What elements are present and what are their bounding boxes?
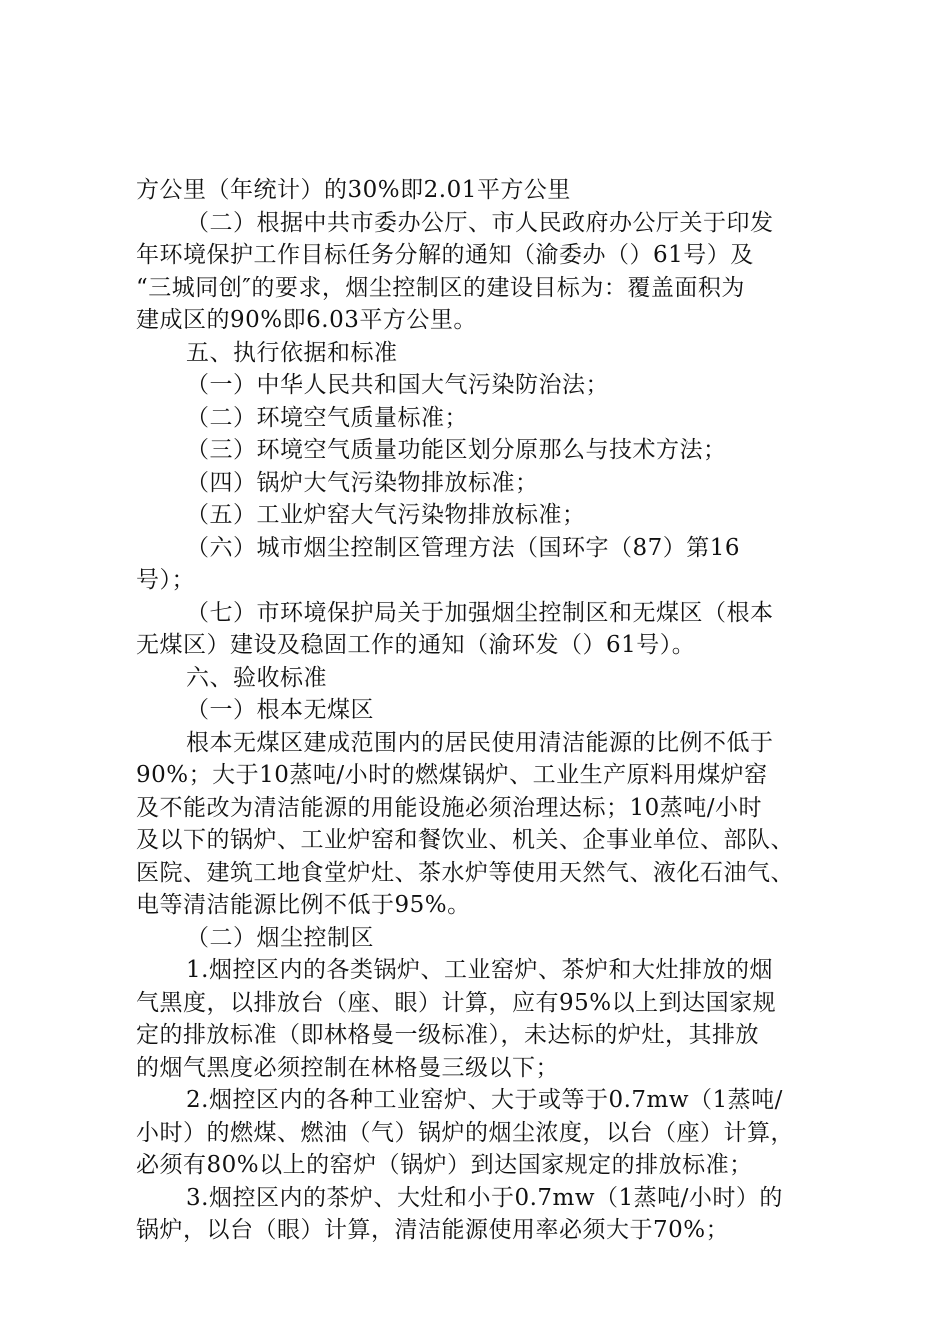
text-line: 电等清洁能源比例不低于95%。 bbox=[136, 892, 471, 918]
list-item: 3.烟控区内的茶炉、大灶和小于0.7mw（1蒸吨/小时）的 bbox=[186, 1184, 783, 1211]
text-line: 号）； bbox=[136, 567, 195, 593]
list-item: （六）城市烟尘控制区管理方法（国环字（87）第16 bbox=[186, 534, 741, 561]
text-line: 及以下的锅炉、工业炉窑和餐饮业、机关、企事业单位、部队、 bbox=[136, 827, 794, 853]
text-line: 建成区的90%即6.03平方公里。 bbox=[136, 307, 477, 333]
text-line: 的烟气黑度必须控制在林格曼三级以下； bbox=[136, 1054, 559, 1081]
text-line: 无煤区）建设及稳固工作的通知（渝环发（）61号）。 bbox=[136, 632, 696, 658]
section-heading: 六、验收标准 bbox=[186, 664, 327, 691]
document-body bbox=[136, 174, 826, 1247]
list-item: 2.烟控区内的各种工业窑炉、大于或等于0.7mw（1蒸吨/ bbox=[186, 1087, 783, 1113]
list-item: （二）环境空气质量标准； bbox=[186, 404, 468, 431]
text-line: 方公里（年统计）的30%即2.01平方公里 bbox=[136, 177, 571, 203]
text-line: 小时）的燃煤、燃油（气）锅炉的烟尘浓度，以台（座）计算， bbox=[136, 1119, 794, 1146]
text-line: 必须有80%以上的窑炉（锅炉）到达国家规定的排放标准； bbox=[136, 1152, 753, 1178]
text-line: 及不能改为清洁能源的用能设施必须治理达标；10蒸吨/小时 bbox=[136, 794, 763, 821]
text-line: 90%；大于10蒸吨/小时的燃煤锅炉、工业生产原料用煤炉窑 bbox=[136, 762, 768, 788]
text-line: 锅炉，以台（眼）计算，清洁能源使用率必须大于70%； bbox=[136, 1217, 730, 1243]
text-line: “三城同创″的要求，烟尘控制区的建设目标为：覆盖面积为 bbox=[136, 274, 745, 301]
list-item: （四）锅炉大气污染物排放标准； bbox=[186, 469, 539, 496]
text-line: （二）根据中共市委办公厅、市人民政府办公厅关于印发 bbox=[186, 209, 774, 236]
subsection-heading: （一）根本无煤区 bbox=[186, 697, 374, 723]
section-heading: 五、执行依据和标准 bbox=[186, 339, 398, 366]
list-item: （一）中华人民共和国大气污染防治法； bbox=[186, 372, 609, 398]
subsection-heading: （二）烟尘控制区 bbox=[186, 924, 374, 951]
text-line: 医院、建筑工地食堂炉灶、茶水炉等使用天然气、液化石油气、 bbox=[136, 859, 794, 886]
text-line: 气黑度，以排放台（座、眼）计算，应有95%以上到达国家规 bbox=[136, 989, 777, 1016]
list-item: （七）市环境保护局关于加强烟尘控制区和无煤区（根本 bbox=[186, 599, 774, 626]
text-line: 年环境保护工作目标任务分解的通知（渝委办（）61号）及 bbox=[136, 242, 754, 268]
list-item: （三）环境空气质量功能区划分原那么与技术方法； bbox=[186, 437, 727, 463]
list-item: （五）工业炉窑大气污染物排放标准； bbox=[186, 502, 586, 528]
text-line: 根本无煤区建成范围内的居民使用清洁能源的比例不低于 bbox=[186, 729, 774, 756]
list-item: 1.烟控区内的各类锅炉、工业窑炉、茶炉和大灶排放的烟 bbox=[186, 957, 773, 983]
text-line: 定的排放标准（即林格曼一级标准），未达标的炉灶，其排放 bbox=[136, 1022, 759, 1048]
